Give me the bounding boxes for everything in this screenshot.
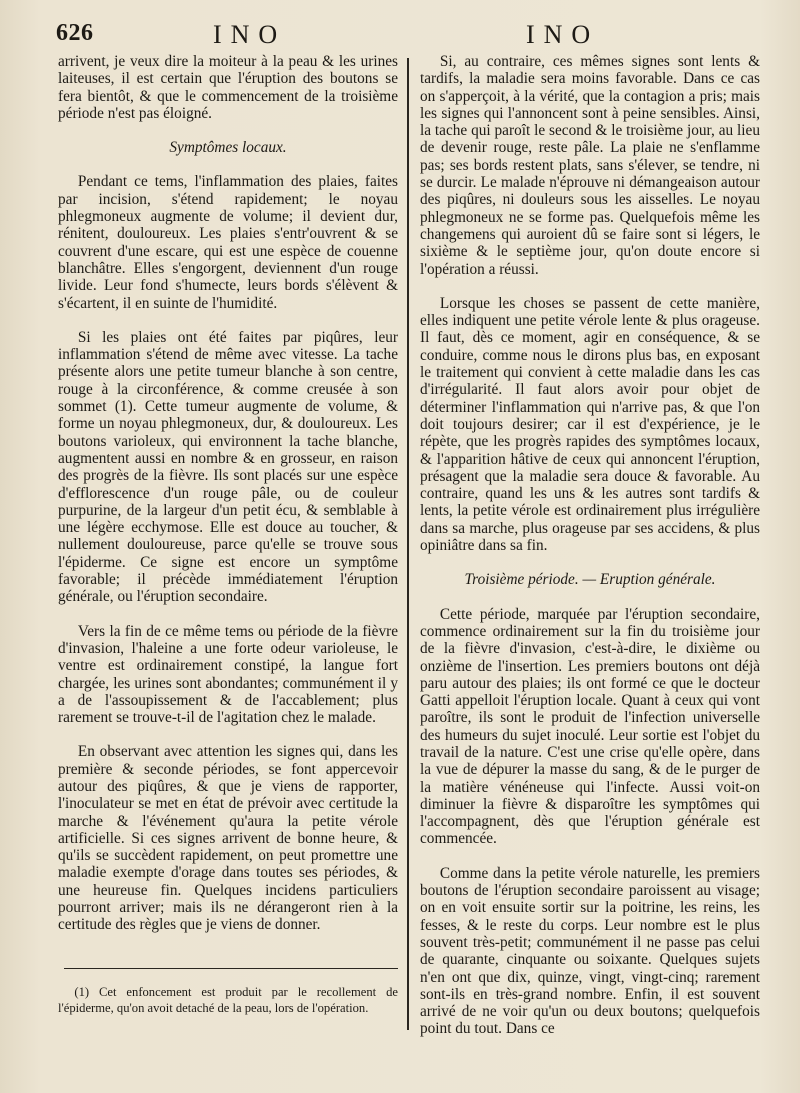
paragraph: Pendant ce tems, l'inflammation des plaies, faites par incision, s'étend rapidement; le noyau phlegmoneux augmente de volume; il devient dur, rénitent, douloureux. Les plaies s'entr'ouvrent & se couvrent d'une escare, qui est une espèce de couenne blanchâtre. Elles s'engorgent, deviennent d'un rouge livide. Leur fond s'humecte, leurs bords s'élèvent & s'écartent, il en suinte de l'humidité. (58, 173, 398, 312)
page-number: 626 (56, 20, 94, 46)
footnote (58, 985, 398, 1017)
paragraph: Comme dans la petite vérole naturelle, les premiers boutons de l'éruption secondaire paroissent au visage; on en voit ensuite sortir sur la poitrine, les reins, les fesses, & le reste du corps. Leur nombre est le plus souvent très-petit; communément il ne passe pas celui de quarante, cinquante ou soixante. Quelques sujets n'en ont que dix, quinze, vingt, vingt-cinq; rarement sont-ils en très-grand nombre. Enfin, il est souvent arrivé de ne voir qu'un ou deux boutons; quelquefois point du tout. Dans ce (420, 864, 760, 1038)
paragraph: En observant avec attention les signes qui, dans les première & seconde périodes, se font appercevoir autour des piqûres, & que je viens de rapporter, l'inoculateur se met en état de prévoir avec certitude la marche & l'événement qu'aura la petite vérole artificielle. Si ces signes arrivent de bonne heure, & qu'ils se succèdent rapidement, on peut promettre une maladie exempte d'orage dans toutes ses périodes, & une heureuse fin. Quelques incidens particuliers pourront arriver; mais ils ne dérangeront rien à la certitude des règles que je viens de donner. (58, 743, 398, 934)
paragraph: Vers la fin de ce même tems ou période de la fièvre d'invasion, l'haleine a une forte odeur varioleuse, le ventre est ordinairement constipé, la langue fort chargée, les urines sont abondantes; communément il y a de l'assoupissement & de l'accablement; plus rarement se trouve-t-il de l'agitation chez le malade. (58, 622, 398, 727)
footnote-rule (64, 968, 398, 969)
paragraph: Si les plaies ont été faites par piqûres, leur inflammation s'étend de même avec vitesse. La tache présente alors une petite tumeur blanche à son centre, rouge à la circonférence, & comme creusée à son sommet (1). Cette tumeur augmente de volume, & forme un noyau phlegmoneux, dur, & douloureux. Les boutons varioleux, qui environnent la tache blanche, augmentent aussi en nombre & en grosseur, en raison des progrès de la fièvre. Ils sont placés sur une espèce d'efflorescence d'un rouge pâle, ou de couleur purpurine, de la largeur d'un petit écu, & semblable à une légère ecchymose. Elle est douce au toucher, & nullement douloureuse, parce qu'elle se trouve sous l'épiderme. Ce signe est encore un symptôme favorable; il précède immédiatement l'éruption générale, ou l'éruption secondaire. (58, 328, 398, 606)
right-column (420, 53, 760, 1038)
footnote-text: (1) Cet enfoncement est produit par le recollement de l'épiderme, qu'on avoit detaché de la peau, lors de l'opération. (58, 985, 398, 1015)
section-heading: Troisième période. — Eruption générale. (464, 571, 716, 589)
running-head-left: INO (213, 20, 287, 49)
paragraph: Cette période, marquée par l'éruption secondaire, commence ordinairement sur la fin du troisième jour de la fièvre d'invasion, c'est-à-dire, le dixième ou onzième de l'insertion. Les premiers boutons ont déjà paru autour des plaies; ils ont formé ce que le docteur Gatti appelloit l'éruption locale. Quant à ceux qui vont paroître, ils sont le produit de l'infection universelle des humeurs du sujet inoculé. Leur sortie est l'objet du travail de la nature. C'est une crise qu'elle opère, dans la vue de dépurer la masse du sang, & de le purger de la matière vénéneuse qui l'infecte. Aussi voit-on diminuer la fièvre & disparoître les symptômes qui l'accompagnent, dès que l'éruption générale est commencée. (420, 605, 760, 848)
paragraph: Lorsque les choses se passent de cette manière, elles indiquent une petite vérole lente & plus orageuse. Il faut, dès ce moment, agir en conséquence, & se conduire, comme nous le dirons plus bas, en exposant le traitement qui convient à cette maladie dans les cas d'irrégularité. Il faut alors avoir pour objet de déterminer l'inflammation qui n'arrive pas, & que l'on doit toujours desirer; car il est d'expérience, je le répète, que les progrès rapides des symptômes locaux, & l'apparition hâtive de ceux qui annoncent l'éruption, présagent que la maladie sera douce & favorable. Au contraire, quand les uns & les autres sont tardifs & lents, la petite vérole est ordinairement plus irrégulière dans sa marche, plus orageuse par ses accidens, & plus opiniâtre dans sa fin. (420, 294, 760, 555)
running-header (0, 18, 800, 52)
paragraph: Si, au contraire, ces mêmes signes sont lents & tardifs, la maladie sera moins favorable. Dans ce cas on s'apperçoit, à la vérité, que la contagion a pris; mais les signes qui l'annoncent sont à peine sensibles. Ainsi, la tache qui paroît le second & le troisième jour, au lieu de devenir rouge, reste pâle. La plaie ne s'enflamme pas; ses bords restent plats, sans s'élever, se tendre, ni se durcir. Le malade n'éprouve ni démangeaison autour des piqûres, ni douleurs sous les aisselles. Le noyau phlegmoneux ne se forme pas. Quelquefois même les changemens qui auroient dû se faire sont si légers, le sixième & le septième jour, qu'on doute encore si l'opération a réussi. (420, 53, 760, 278)
section-heading: Symptômes locaux. (169, 139, 287, 157)
column-divider (407, 58, 409, 1030)
left-column (58, 53, 398, 934)
paragraph: arrivent, je veux dire la moiteur à la peau & les urines laiteuses, il est certain que l'éruption des boutons se fera bientôt, & que le commencement de la troisième période n'est pas éloigné. (58, 53, 398, 122)
running-head-right: INO (526, 20, 600, 49)
